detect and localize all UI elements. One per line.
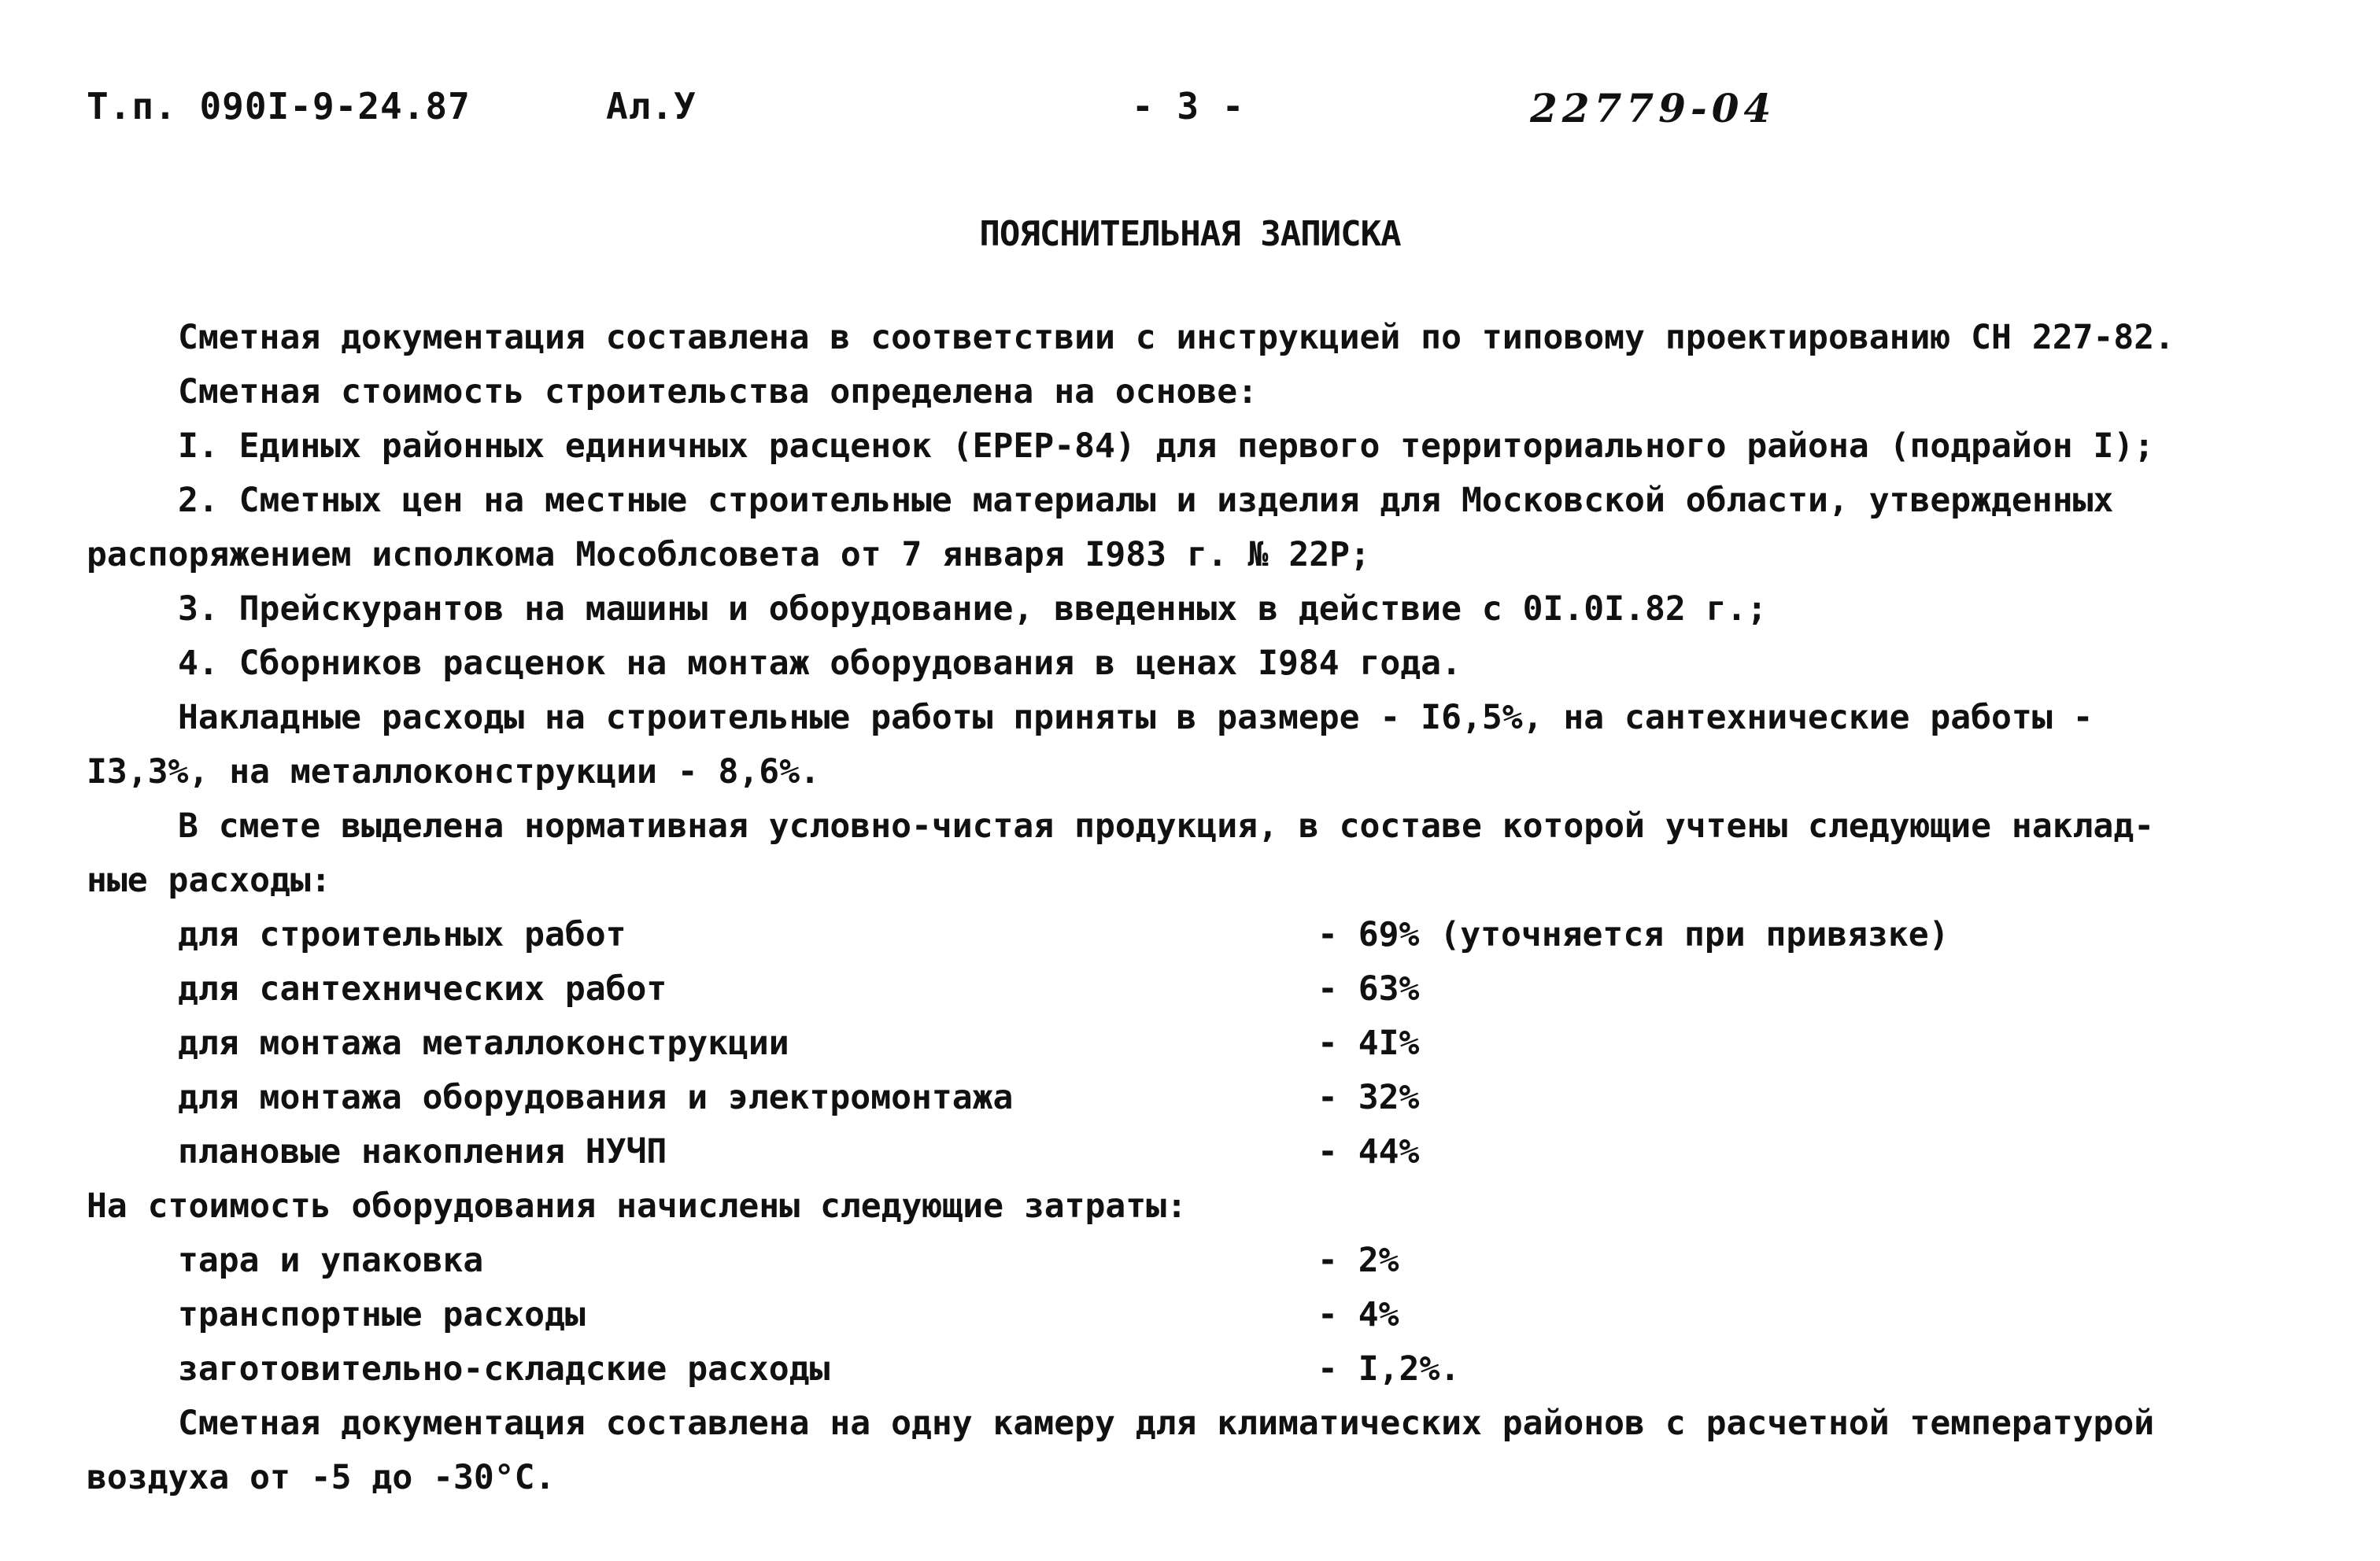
equipment-item-label: транспортные расходы xyxy=(178,1295,586,1334)
item4-line: 4. Сборников расценок на монтаж оборудования в ценах I984 года. xyxy=(178,644,1462,683)
header-inventory-number: 22779-04 xyxy=(1530,85,1776,131)
item2-line1: 2. Сметных цен на местные строительные материалы и изделия для Московской области, утвержденных xyxy=(178,481,2114,520)
closing-line1: Сметная документация составлена на одну камеру для климатических районов с расчетной температурой xyxy=(178,1404,2155,1443)
nuchp-item xyxy=(87,908,2290,962)
intro-line: I. Единых районных единичных расценок (ЕРЕР-84) для первого территориального района (подрайон I); xyxy=(178,426,2155,466)
nuchp-item xyxy=(87,1125,2290,1179)
item3-line: 3. Прейскурантов на машины и оборудование, введенных в действие с 0I.0I.82 г.; xyxy=(178,589,1768,629)
nuchp-item-value: - 44% xyxy=(1318,1132,1420,1172)
nuchp-item xyxy=(87,1071,2290,1125)
nuchp-intro-line1: В смете выделена нормативная условно-чистая продукция, в составе которой учтены следующие наклад- xyxy=(178,806,2155,846)
intro-line: Сметная документация составлена в соответствии с инструкцией по типовому проектированию СН 227-82. xyxy=(178,318,2175,357)
equipment-item-label: тара и упаковка xyxy=(178,1241,484,1280)
nuchp-item-label: для монтажа оборудования и электромонтажа xyxy=(178,1078,1014,1117)
nuchp-item xyxy=(87,1017,2290,1071)
nuchp-item-value: - 69% (уточняется при привязке) xyxy=(1318,915,1949,954)
equipment-item xyxy=(87,1342,2290,1397)
equipment-item xyxy=(87,1288,2290,1342)
header-code: Т.п. 090I-9-24.87 xyxy=(87,85,471,127)
equipment-item-value: - I,2%. xyxy=(1318,1349,1461,1389)
header-page-number: - 3 - xyxy=(1132,85,1245,127)
overhead-line1: Накладные расходы на строительные работы приняты в размере - I6,5%, на сантехнические работы - xyxy=(178,698,2094,737)
closing-line2: воздуха от -5 до -30°С. xyxy=(87,1458,556,1497)
document-title: ПОЯСНИТЕЛЬНАЯ ЗАПИСКА xyxy=(979,214,1401,254)
equipment-item xyxy=(87,1234,2290,1288)
overhead-line2: I3,3%, на металлоконструкции - 8,6%. xyxy=(87,752,820,792)
nuchp-item-label: для монтажа металлоконструкции xyxy=(178,1024,789,1063)
equipment-intro: На стоимость оборудования начислены следующие затраты: xyxy=(87,1186,1187,1226)
nuchp-item-value: - 32% xyxy=(1318,1078,1420,1117)
intro-line: Сметная стоимость строительства определена на основе: xyxy=(178,372,1258,411)
header-sheet: Ал.У xyxy=(606,85,697,127)
document-body xyxy=(87,311,2290,1505)
nuchp-item-label: для сантехнических работ xyxy=(178,969,667,1009)
item2-line2: распоряжением исполкома Мособлсовета от 7 января I983 г. № 22Р; xyxy=(87,535,1370,574)
equipment-item-value: - 2% xyxy=(1318,1241,1399,1280)
nuchp-item-value: - 63% xyxy=(1318,969,1420,1009)
nuchp-item-value: - 4I% xyxy=(1318,1024,1420,1063)
equipment-item-value: - 4% xyxy=(1318,1295,1399,1334)
nuchp-item-label: для строительных работ xyxy=(178,915,626,954)
nuchp-item-label: плановые накопления НУЧП xyxy=(178,1132,667,1172)
nuchp-item xyxy=(87,962,2290,1017)
equipment-item-label: заготовительно-складские расходы xyxy=(178,1349,830,1389)
nuchp-intro-line2: ные расходы: xyxy=(87,861,331,900)
